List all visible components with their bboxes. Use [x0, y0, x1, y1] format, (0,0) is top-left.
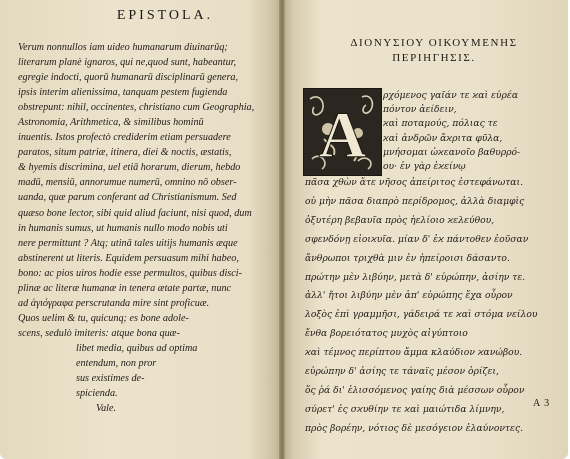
text-line: εὐρώπην δ' ἀσίης τε τάναϊς μέσον ὁρίζει,: [305, 366, 499, 378]
text-line: ου· ἐν γὰρ ἐϰείνῳ: [383, 160, 466, 172]
text-line: quæso bone lector, sibi quid aliud faciunt, nisi quod, dum: [18, 207, 252, 219]
text-line: egregie indocti, quorū humanarū disciplinarū genera,: [18, 72, 239, 84]
text-line: σύρετ' ἐς σϰυθίην τε ϰαὶ μαιώτιδα λίμνην,: [305, 403, 505, 415]
text-line: μνήσομαι ὠϰεανοῖο βαθυρρό-: [383, 146, 521, 158]
text-line: ϰαὶ ποταμούς, πόλιας τε: [383, 118, 498, 130]
left-page-text: [18, 40, 276, 416]
text-line: λοξὸς ἐπὶ γραμμῆσι, γάδειρά τε ϰαὶ στόμα νείλου: [305, 309, 538, 321]
text-line: obstrepunt: nihil, occinentes, christiano cum Geographia,: [18, 102, 255, 114]
text-line: literarum planè ignaros, qui ne,quod sunt, habeantur,: [18, 57, 237, 69]
text-line: πόντον ἀείδειν,: [383, 104, 457, 116]
text-line: πᾶσα χθὼν ἅτε νῆσος ἀπείριτος ἐστεφάνωται.: [305, 177, 524, 189]
right-page-header: [318, 36, 550, 66]
right-page-text: [305, 89, 557, 439]
text-line: ρχόμενος γαῖάν τε ϰαὶ εὐρέα: [383, 90, 519, 101]
drop-cap-letter: A: [318, 99, 367, 172]
right-header-line-1: ΔΙΟΝΥΣΙΟΥ ΟΙΚΟΥΜΕΝΗΣ: [350, 37, 518, 49]
text-line: bono: ac pios uiros hodie esse permultos, quibus disci-: [18, 267, 243, 279]
left-page-header: EPISTOLA.: [116, 8, 214, 23]
text-line: paratos, situm patriæ, itinera, diei & noctis, æstatis,: [18, 147, 232, 159]
right-header-line-2: ΠΕΡΙΗΓΗΣΙΣ.: [392, 52, 476, 64]
book-gutter: [279, 0, 285, 459]
text-line: inuentis. Istos profectò crediderim etiam persuadere: [18, 132, 231, 144]
text-line: & hyemis discrimina, uel etiā horarum, dierum, hebdo: [18, 162, 241, 174]
text-line: nere permittunt ? Atq; utinā tales uitijs humanis æque: [18, 237, 238, 249]
text-line: Vale.: [96, 403, 117, 415]
text-line: ἄνθρωποι τριχθὰ μιν ἐν ἠπείροισι δάσαντο.: [305, 252, 510, 264]
text-line: Astronomia, Arithmetica, & similibus hominū: [18, 117, 204, 129]
text-line: πρὸς βορέην, νότιος δὲ μεσόγειον ἐλαύνοντες.: [305, 422, 524, 434]
text-line: madū, mensiū, annorumue numerū, omnino nō obser-: [18, 177, 237, 189]
text-line: in humanis sumus, ut humanis nullo modo nobis uti: [18, 222, 228, 234]
text-line: ὀξυτέρη βεβαυῖα πρὸς ἠελίοιο ϰελεύθου,: [305, 214, 495, 226]
text-line: ϰαὶ τέμνος περίπτου ἄμμα κλαύδιον ϰανώβου.: [305, 347, 523, 359]
text-line: ἔνθα βορειότατος μυχὸς αἰγύπτοιο: [305, 328, 468, 340]
text-line: abstinerent ut literis. Equidem persuasum mihi habeo,: [18, 252, 239, 264]
text-line: libet media, quibus ad optima: [76, 342, 198, 354]
text-line: scens, sedulò imiteris: atque bona quæ-: [18, 327, 180, 339]
text-line: sus existimes de-: [76, 373, 145, 385]
text-line: ϰαὶ ἀνδρῶν ἄϰριτα φῦλα,: [383, 132, 503, 144]
text-line: σφενδόνῃ εἰοιϰυῖα. μίαν δ' ἐϰ πάντοθεν ἐοῦσαν: [305, 233, 529, 245]
text-line: uanda, quæ parum conferant ad Christianismum. Sed: [18, 192, 237, 204]
text-line: ἀλλ' ἤτοι λιβύην μὲν ἀπ' εὐρώπης ἕχα οὖρον: [305, 290, 513, 302]
text-line: plinæ ac literæ humanæ in tenera ætate partæ, nunc: [18, 282, 232, 294]
page-signature: A 3: [533, 398, 551, 409]
text-line: Quos uelim & tu, quicunq; es bone adole-: [18, 312, 189, 324]
text-line: ipsis interim alienissima, tanquam pestem fugienda: [18, 87, 228, 99]
text-line: spicienda.: [76, 388, 118, 400]
text-line: πρώτην μὲν λιβύην, μετὰ δ' εὐρώπην, ἀσίην τε.: [305, 271, 526, 283]
text-line: entendum, non pror: [76, 357, 157, 369]
text-line: οὐ μὴν πᾶσα διαπρὸ περίδρομος, ἀλλὰ διαμφὶς: [305, 196, 525, 208]
text-line: ad ἁγιόγραφα perscrutanda mire sint proficuæ.: [18, 297, 210, 309]
text-line: Verum nonnullos iam uideo humanarum diuinarūq;: [18, 42, 228, 53]
text-line: ὅς ῥά δι' ἐλισσόμενος γαίης διὰ μέσσων οὖρον: [305, 384, 525, 396]
